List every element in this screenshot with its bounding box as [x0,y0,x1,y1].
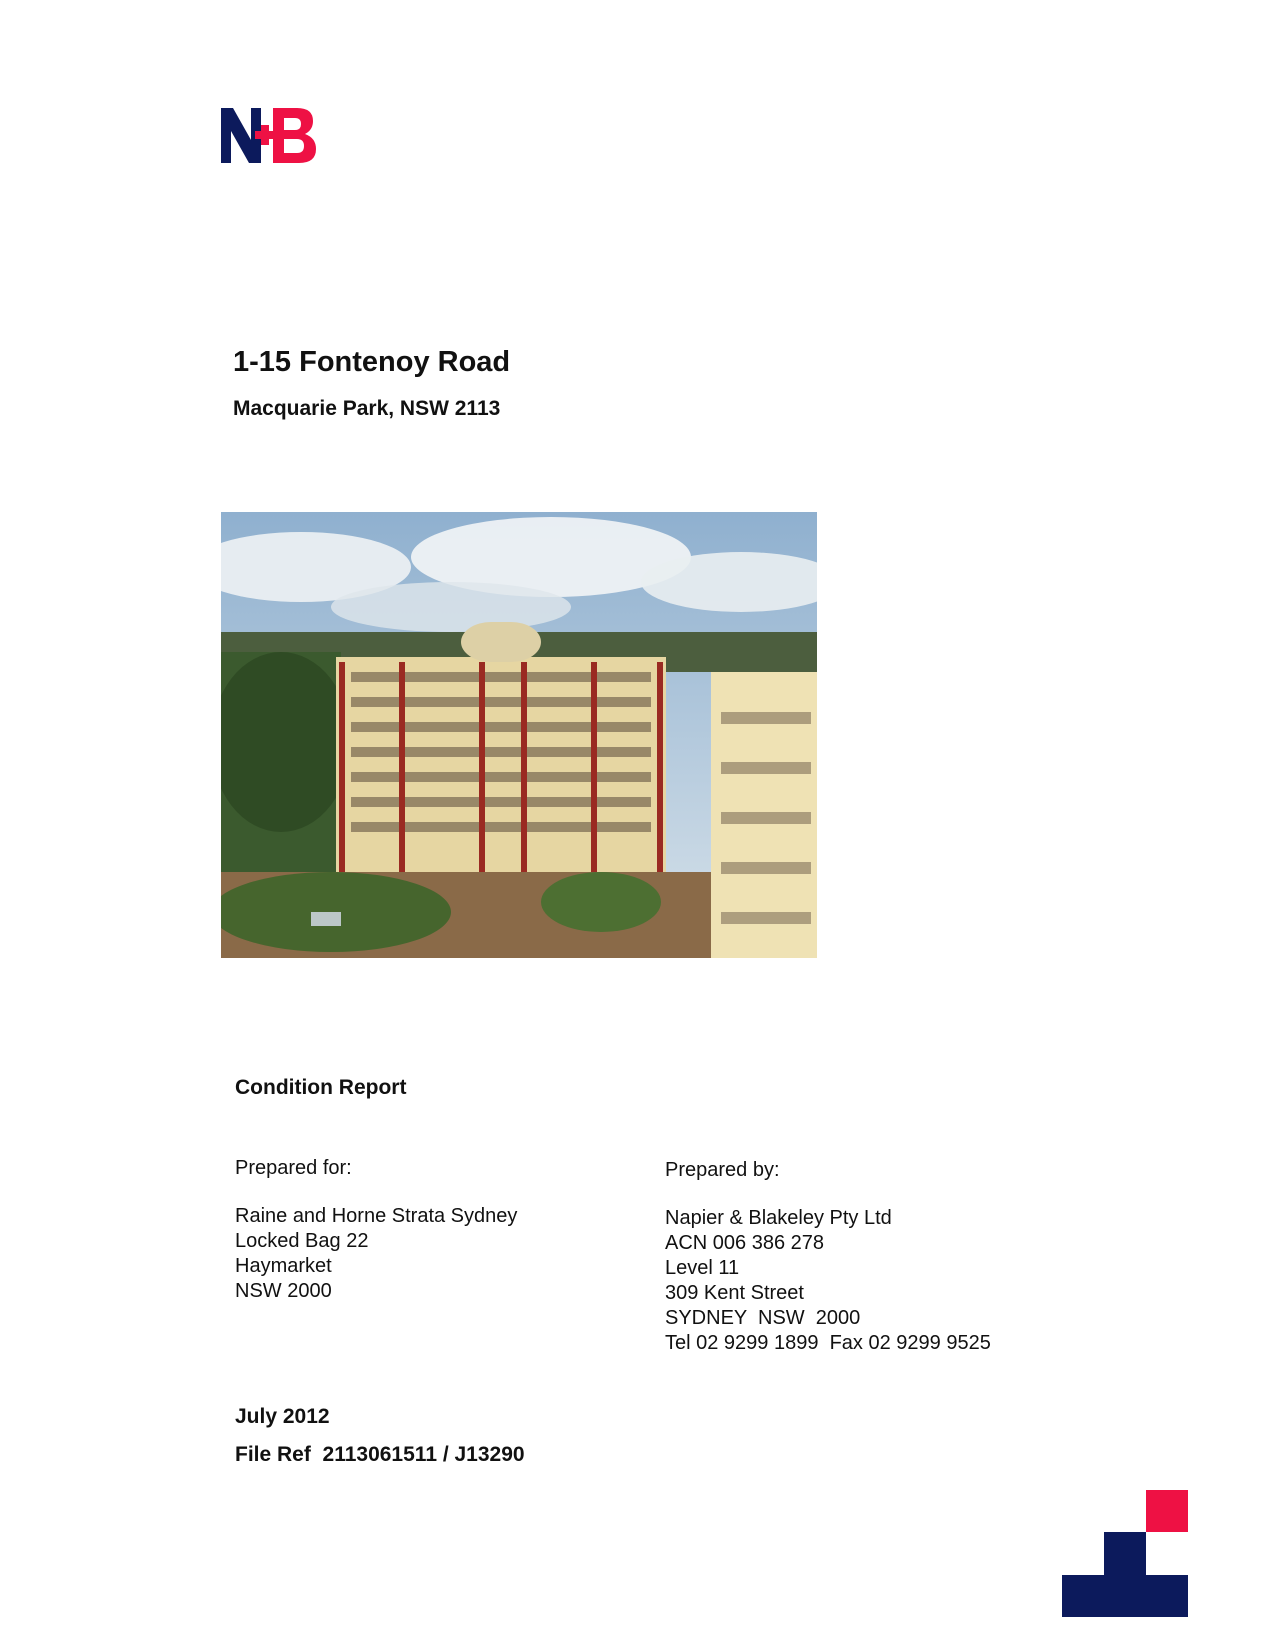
page-subtitle: Macquarie Park, NSW 2113 [233,397,501,420]
prepared-by-line: 309 Kent Street [665,1282,804,1304]
nb-logo [221,108,316,163]
prepared-by-line: SYDNEY NSW 2000 [665,1307,861,1329]
prepared-for-line: NSW 2000 [235,1280,332,1302]
prepared-for-line: Raine and Horne Strata Sydney [235,1205,518,1227]
prepared-for-line: Haymarket [235,1255,332,1277]
prepared-by-block [665,1158,991,1356]
report-type: Condition Report [235,1076,407,1099]
prepared-for-heading: Prepared for: [235,1157,352,1179]
brand-corner-mark [1062,1490,1188,1617]
prepared-by-line: Level 11 [665,1257,740,1279]
prepared-by-heading: Prepared by: [665,1159,780,1181]
report-date: July 2012 [235,1405,330,1428]
page-title: 1-15 Fontenoy Road [233,346,511,378]
prepared-by-line: Napier & Blakeley Pty Ltd [665,1207,892,1229]
prepared-for-line: Locked Bag 22 [235,1230,369,1252]
prepared-by-line: ACN 006 386 278 [665,1232,825,1254]
prepared-for-block [235,1156,517,1304]
building-photo [221,512,817,958]
prepared-by-line: Tel 02 9299 1899 Fax 02 9299 9525 [665,1332,991,1354]
file-reference: File Ref 2113061511 / J13290 [235,1443,525,1466]
